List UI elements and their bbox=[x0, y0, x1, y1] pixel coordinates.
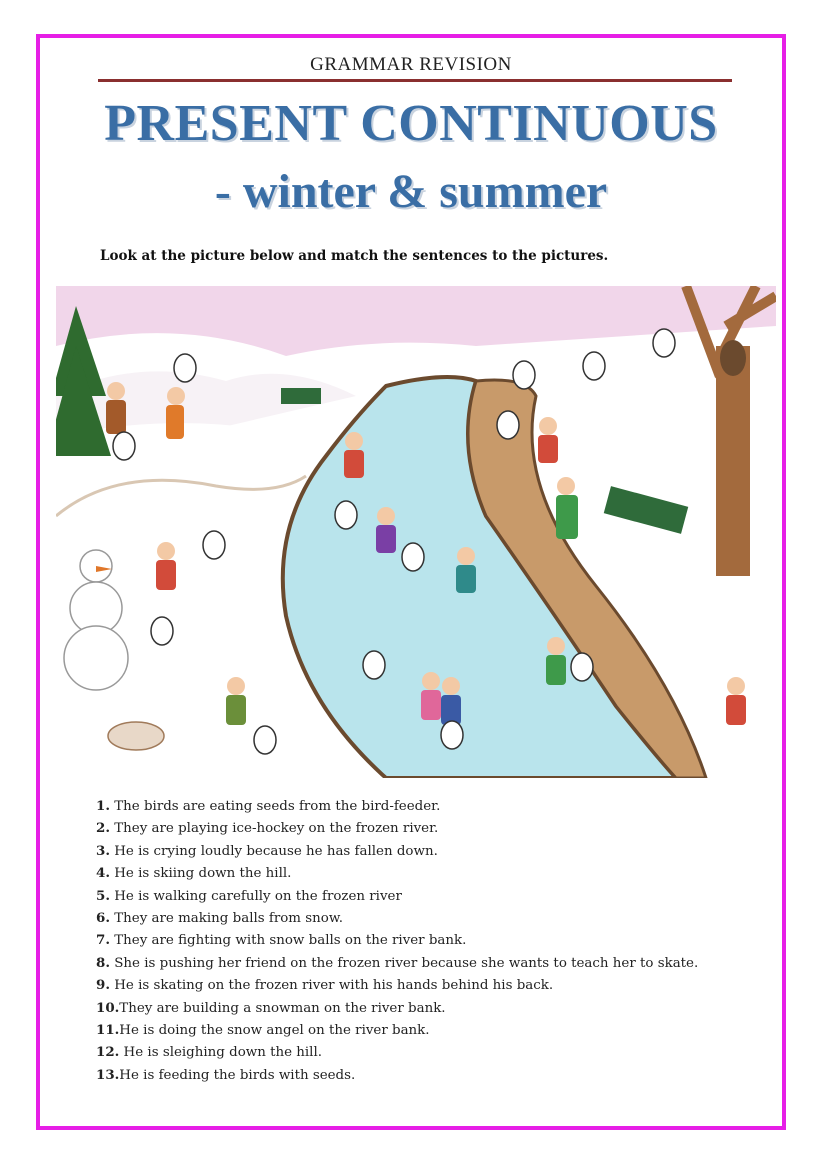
header-label: GRAMMAR REVISION bbox=[310, 54, 512, 75]
sentence-item: 9. He is skating on the frozen river with his hands behind his back. bbox=[96, 977, 554, 994]
sentence-item: 2. They are playing ice-hockey on the frozen river. bbox=[96, 820, 439, 837]
instruction-text: Look at the picture below and match the sentences to the pictures. bbox=[100, 248, 609, 264]
sentence-item: 10.They are building a snowman on the river bank. bbox=[96, 999, 446, 1016]
winter-scene-illustration bbox=[56, 286, 776, 778]
sentence-item: 13.He is feeding the birds with seeds. bbox=[96, 1066, 356, 1083]
sentence-item: 8. She is pushing her friend on the frozen river because she wants to teach her to skate. bbox=[96, 954, 699, 971]
sentence-item: 1. The birds are eating seeds from the bird-feeder. bbox=[96, 798, 441, 814]
page-title: PRESENT CONTINUOUS bbox=[104, 95, 718, 152]
page-subtitle: - winter & summer bbox=[214, 165, 608, 218]
sentence-item: 7. They are fighting with snow balls on the river bank. bbox=[96, 932, 467, 949]
sentence-item: 11.He is doing the snow angel on the river bank. bbox=[96, 1021, 430, 1038]
sentence-list bbox=[96, 795, 698, 1086]
sentence-item: 4. He is skiing down the hill. bbox=[96, 865, 292, 882]
sentence-item: 5. He is walking carefully on the frozen river bbox=[96, 887, 402, 904]
worksheet-page bbox=[36, 34, 786, 1130]
sentence-item: 6. They are making balls from snow. bbox=[96, 909, 343, 926]
sentence-item: 3. He is crying loudly because he has fallen down. bbox=[96, 842, 438, 859]
header-divider bbox=[98, 79, 732, 82]
sentence-item: 12. He is sleighing down the hill. bbox=[96, 1044, 323, 1061]
